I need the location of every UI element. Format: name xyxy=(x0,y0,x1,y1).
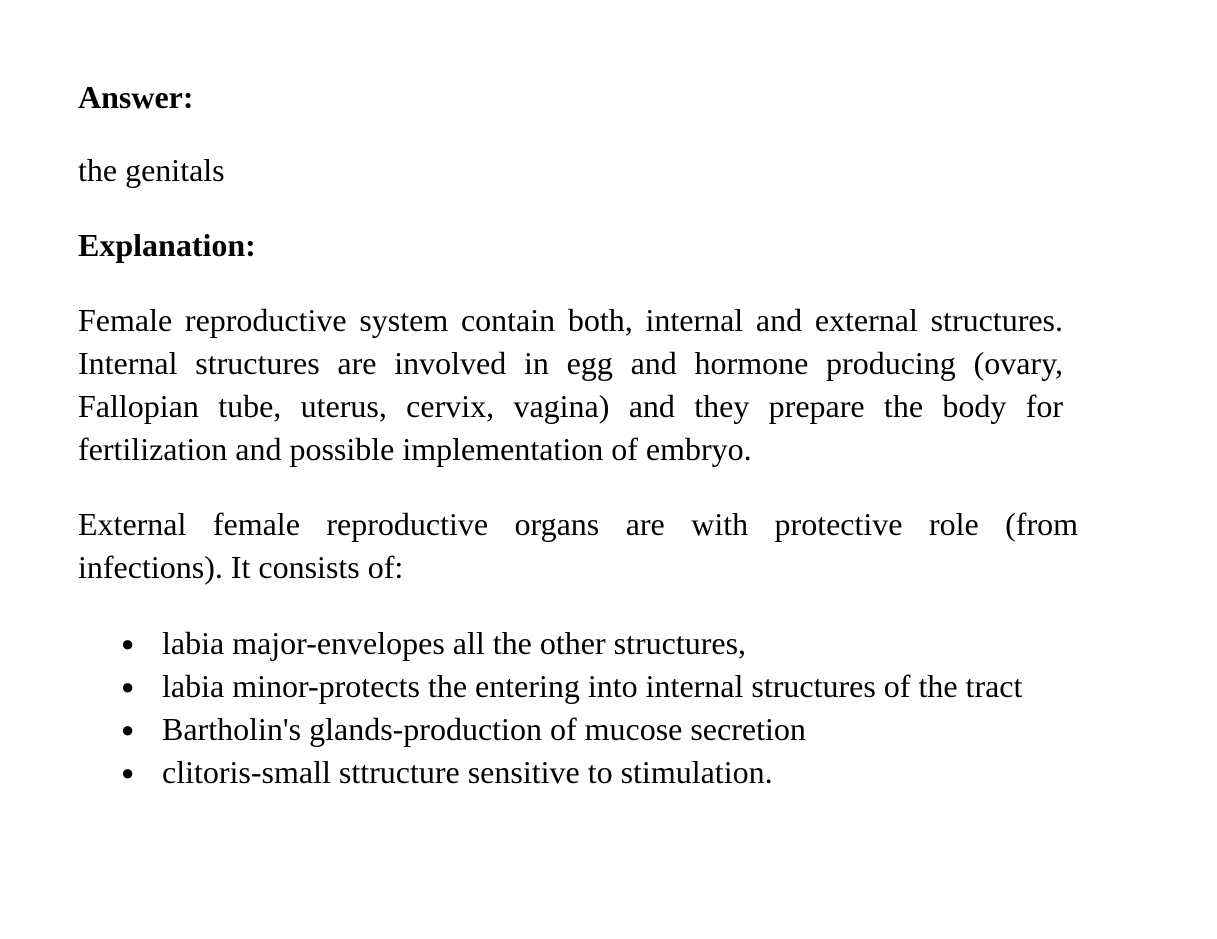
organ-list xyxy=(78,622,1198,794)
bullet-dot-icon: ● xyxy=(121,717,135,742)
answer-text: the genitals xyxy=(78,152,225,188)
answer-heading: Answer: xyxy=(78,79,194,115)
list-item-text: labia minor-protects the entering into internal structures of the tract xyxy=(162,668,1023,704)
list-item-text: labia major-envelopes all the other structures, xyxy=(162,625,747,661)
list-item xyxy=(78,665,1198,708)
bullet-dot-icon: ● xyxy=(121,674,135,699)
list-item xyxy=(78,622,1198,665)
list-item-text: Bartholin's glands-production of mucose secretion xyxy=(162,711,806,747)
explanation-paragraph-2: External female reproductive organs are with protective role (from infections). It consists of: xyxy=(78,506,1078,585)
explanation-heading: Explanation: xyxy=(78,227,256,263)
document xyxy=(78,76,1198,794)
list-item-text: clitoris-small sttructure sensitive to stimulation. xyxy=(162,754,773,790)
bullet-dot-icon: ● xyxy=(121,760,135,785)
list-item xyxy=(78,708,1198,751)
list-item xyxy=(78,751,1198,794)
explanation-paragraph-1: Female reproductive system contain both, internal and external structures. Internal structures are involved in egg and hormone producing (ovary, Fallopian tube, uterus, cervix, vagina) and they prepare the body for fertilization and possible implementation of embryo. xyxy=(78,302,1063,467)
bullet-dot-icon: ● xyxy=(121,631,135,656)
